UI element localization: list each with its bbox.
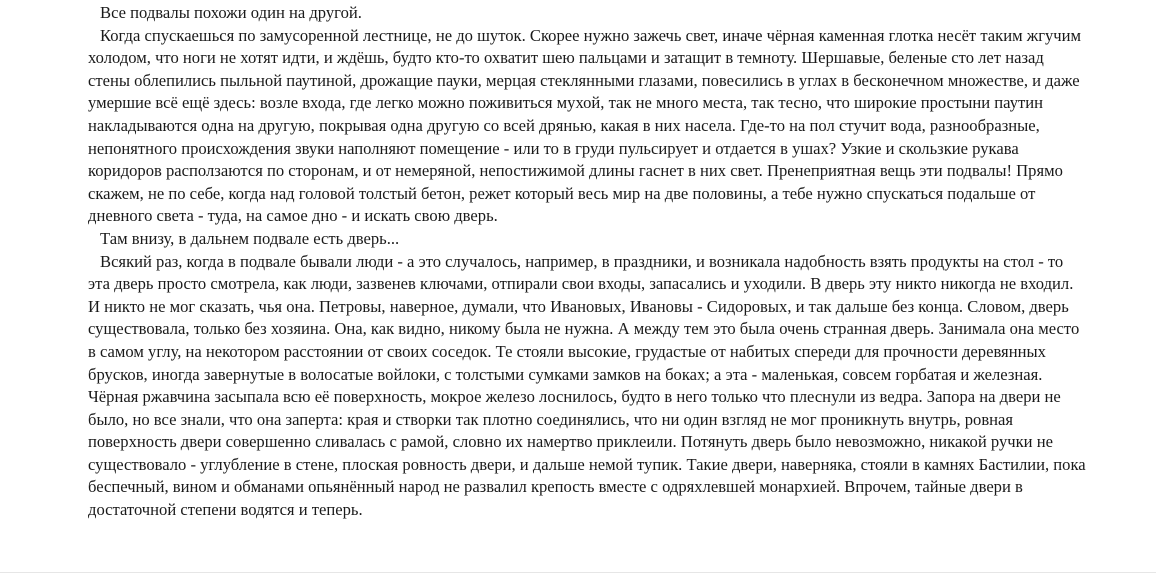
paragraph-2: Когда спускаешься по замусоренной лестнице, не до шуток. Скорее нужно зажечь свет, иначе чёрная каменная глотка несёт таким жгучим холодом, что ноги не хотят идти, и ждёшь, будто кто-то охватит шею пальцами и затащит в темноту. Шершавые, беленые сто лет назад стены облепились пыльной паутиной, дрожащие пауки, мерцая стеклянными глазами, повесились в углах в бесконечном множестве, и даже умершие всё ещё здесь: возле входа, где легко можно поживиться мухой, так не много места, так тесно, что широкие простыни паутин накладываются одна на другую, покрывая одна другую со всей дрянью, какая в них насела. Где-то на пол стучит вода, разнообразные, непонятного происхождения звуки наполняют помещение - или то в груди пульсирует и отдается в ушах? Узкие и скользкие рукава коридоров расползаются по сторонам, и от немеряной, непостижимой длины гаснет в них свет. Пренеприятная вещь эти подвалы! Прямо скажем, не по себе, когда над головой толстый бетон, режет который весь мир на две половины, а тебе нужно спускаться подальше от дневного света - туда, на самое дно - и искать свою дверь.	[88, 25, 1082, 226]
document-text	[88, 2, 1088, 522]
paragraph-3: Там внизу, в дальнем подвале есть дверь...	[100, 228, 400, 248]
paragraph-1: Все подвалы похожи один на другой.	[100, 3, 362, 22]
paragraph-4: Всякий раз, когда в подвале бывали люди - а это случалось, например, в праздники, и возникала надобность взять продукты на стол - то эта дверь просто смотрела, как люди, зазвенев ключами, отпирали свои входы, запасались и уходили. В дверь эту никто никогда не входил. И никто не мог сказать, чья она. Петровы, наверное, думали, что Ивановых, Ивановы - Сидоровых, и так дальше без конца. Словом, дверь существовала, только без хозяина. Она, как видно, никому была не нужна. А между тем это была очень странная дверь. Занимала она место в самом углу, на некотором расстоянии от своих соседок. Те стояли высокие, грудастые от набитых спереди для прочности деревянных брусков, иногда завернутые в волосатые войлоки, с толстыми сумками замков на боках; а эта - маленькая, совсем горбатая и железная. Чёрная ржавчина засыпала всю её поверхность, мокрое железо лоснилось, будто в него только что плеснули из ведра. Запора на двери не было, но все знали, что она заперта: края и створки так плотно соединялись, что ни один взгляд не мог проникнуть внутрь, ровная поверхность двери совершенно сливалась с рамой, словно их намертво приклеили. Потянуть дверь было невозможно, никакой ручки не существовало - углубление в стене, плоская ровность двери, и дальше немой тупик. Такие двери, наверняка, стояли в камнях Бастилии, пока беспечный, вином и обманами опьянённый народ не развалил крепость вместе с одряхлевшей монархией. Впрочем, тайные двери в достаточной степени водятся и теперь.	[88, 251, 1086, 520]
